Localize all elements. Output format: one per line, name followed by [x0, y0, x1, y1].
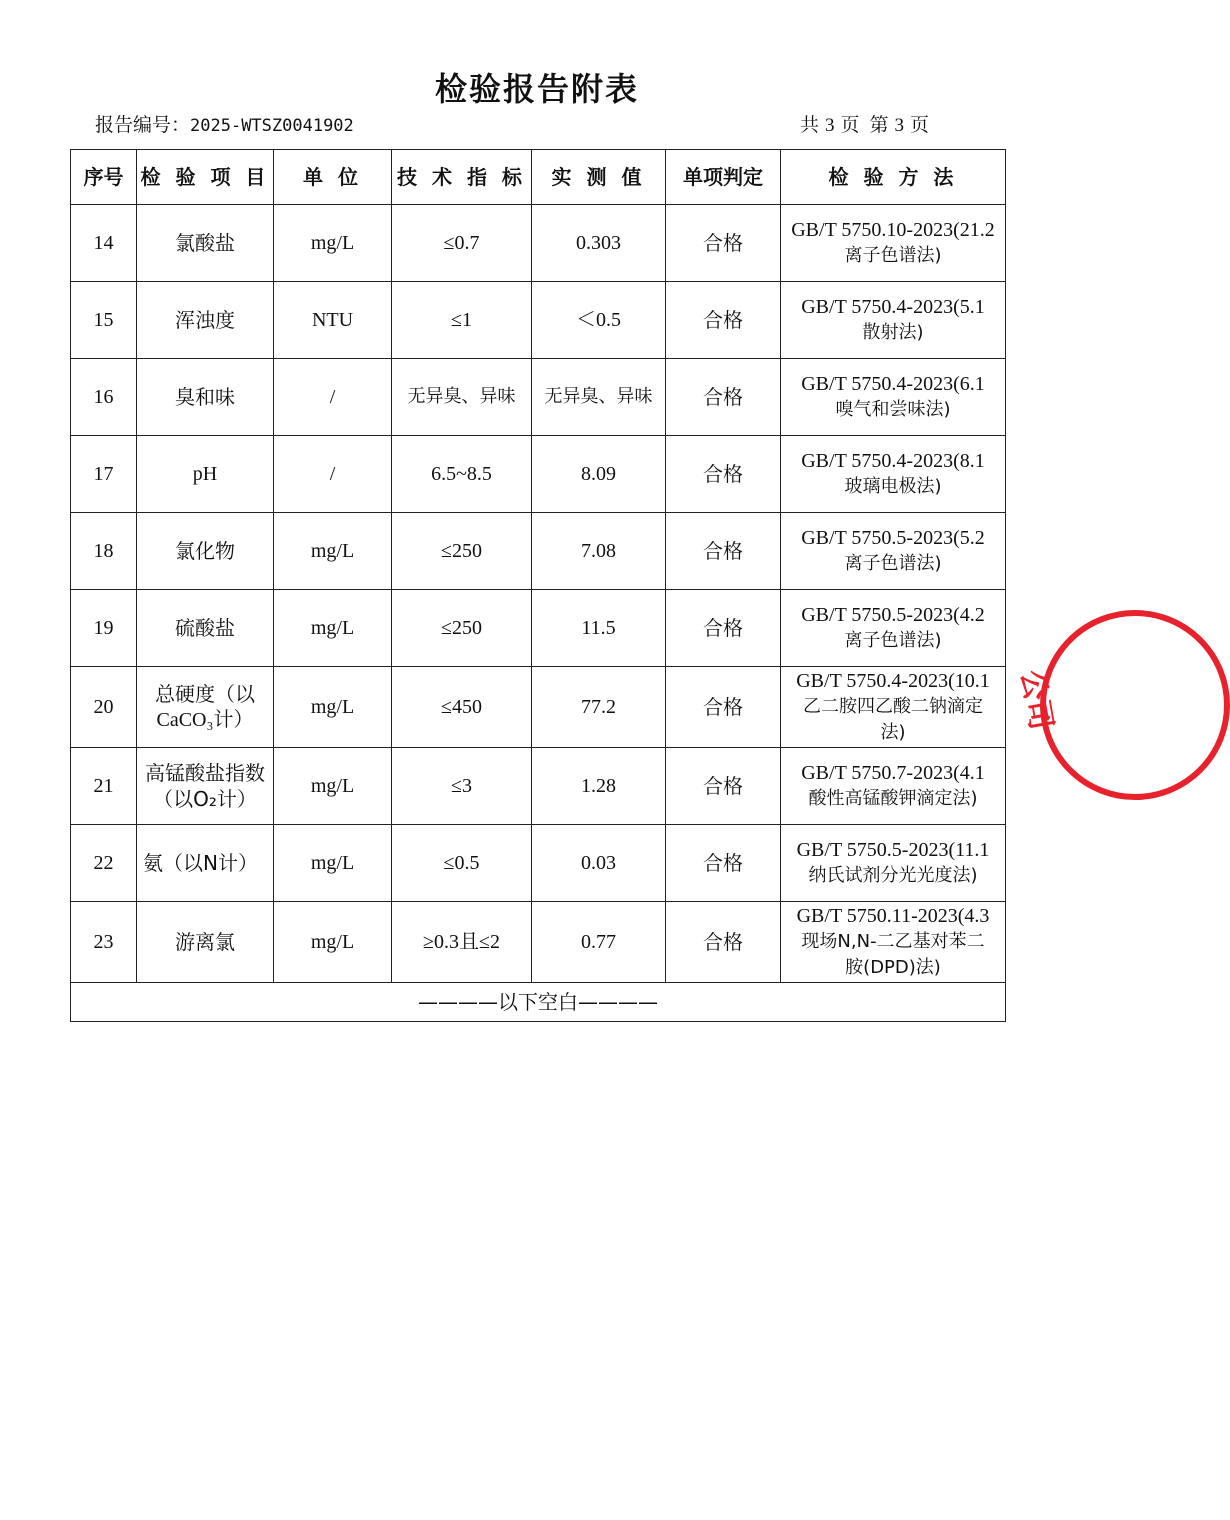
cell-limit: 无异臭、异味	[392, 359, 532, 436]
table-row	[71, 667, 1006, 748]
cell-unit: /	[274, 436, 392, 513]
cell-seq: 16	[71, 359, 137, 436]
page-total: 3	[825, 115, 835, 136]
method-line: 法)	[880, 722, 906, 743]
method-line: 胺(DPD)法)	[845, 957, 941, 978]
cell-limit: ≤250	[392, 513, 532, 590]
method-line: GB/T 5750.7-2023(4.1	[801, 762, 985, 784]
cell-item: 游离氯	[137, 902, 274, 983]
page-current-suffix: 页	[910, 114, 930, 136]
cell-measured: 1.28	[532, 748, 666, 825]
cell-item: 氯化物	[137, 513, 274, 590]
item-line: CaCO₃计）	[156, 709, 254, 731]
cell-method	[781, 748, 1006, 825]
cell-judgement: 合格	[666, 902, 781, 983]
method-line: 离子色谱法)	[844, 553, 942, 574]
cell-measured: 0.303	[532, 205, 666, 282]
header-measured: 实 测 值	[532, 150, 666, 205]
header-limit: 技 术 指 标	[392, 150, 532, 205]
item-line: 高锰酸盐指数	[145, 761, 265, 785]
page-current: 3	[894, 115, 905, 136]
table-header-row	[71, 150, 1006, 205]
cell-unit: /	[274, 359, 392, 436]
method-line: GB/T 5750.4-2023(10.1	[796, 670, 990, 692]
cell-method	[781, 902, 1006, 983]
method-line: GB/T 5750.4-2023(6.1	[801, 373, 985, 395]
cell-method	[781, 825, 1006, 902]
report-number	[95, 110, 354, 137]
table-row	[71, 513, 1006, 590]
report-number-label: 报告编号：	[95, 114, 191, 136]
cell-unit: mg/L	[274, 667, 392, 748]
cell-unit: mg/L	[274, 748, 392, 825]
cell-seq: 20	[71, 667, 137, 748]
table-row	[71, 436, 1006, 513]
cell-seq: 19	[71, 590, 137, 667]
cell-measured: 11.5	[532, 590, 666, 667]
cell-judgement: 合格	[666, 667, 781, 748]
cell-measured: 77.2	[532, 667, 666, 748]
cell-item: 浑浊度	[137, 282, 274, 359]
cell-judgement: 合格	[666, 282, 781, 359]
cell-measured: 8.09	[532, 436, 666, 513]
header-unit: 单 位	[274, 150, 392, 205]
method-line: GB/T 5750.4-2023(8.1	[801, 450, 985, 472]
table-row	[71, 282, 1006, 359]
cell-limit: ≤450	[392, 667, 532, 748]
cell-measured: 7.08	[532, 513, 666, 590]
cell-judgement: 合格	[666, 359, 781, 436]
cell-seq: 15	[71, 282, 137, 359]
cell-method	[781, 205, 1006, 282]
table-row	[71, 748, 1006, 825]
method-line: 离子色谱法)	[844, 245, 942, 266]
method-line: 酸性高锰酸钾滴定法)	[808, 788, 978, 809]
cell-judgement: 合格	[666, 825, 781, 902]
header-item: 检 验 项 目	[137, 150, 274, 205]
cell-limit: ≤3	[392, 748, 532, 825]
report-number-value: 2025-WTSZ0041902	[190, 116, 354, 136]
cell-limit: ≤250	[392, 590, 532, 667]
table-row	[71, 205, 1006, 282]
seal-text: 公司	[1013, 667, 1059, 733]
method-line: GB/T 5750.5-2023(5.2	[801, 527, 985, 549]
cell-limit: 6.5~8.5	[392, 436, 532, 513]
header-method: 检 验 方 法	[781, 150, 1006, 205]
cell-limit: ≤0.5	[392, 825, 532, 902]
cell-method	[781, 667, 1006, 748]
cell-item: 氨（以N计）	[137, 825, 274, 902]
method-line: GB/T 5750.5-2023(4.2	[801, 604, 985, 626]
cell-item: 臭和味	[137, 359, 274, 436]
cell-unit: mg/L	[274, 205, 392, 282]
header-judgement: 单项判定	[666, 150, 781, 205]
item-line: 总硬度（以	[155, 682, 255, 706]
method-line: 乙二胺四乙酸二钠滴定	[803, 696, 983, 717]
cell-item: pH	[137, 436, 274, 513]
method-line: 嗅气和尝味法)	[835, 399, 951, 420]
cell-judgement: 合格	[666, 748, 781, 825]
cell-method	[781, 590, 1006, 667]
table-row	[71, 825, 1006, 902]
method-line: 散射法)	[862, 322, 924, 343]
cell-measured: ＜0.5	[532, 282, 666, 359]
cell-measured: 无异臭、异味	[532, 359, 666, 436]
cell-judgement: 合格	[666, 205, 781, 282]
report-title: 检验报告附表	[434, 70, 639, 108]
cell-seq: 23	[71, 902, 137, 983]
cell-unit: mg/L	[274, 902, 392, 983]
cell-method	[781, 436, 1006, 513]
cell-judgement: 合格	[666, 436, 781, 513]
cell-unit: NTU	[274, 282, 392, 359]
cell-seq: 21	[71, 748, 137, 825]
cell-method	[781, 282, 1006, 359]
company-seal	[1013, 610, 1230, 800]
page-current-prefix: 第	[869, 114, 889, 136]
table-row	[71, 590, 1006, 667]
results-table	[70, 149, 1006, 1022]
method-line: 纳氏试剂分光光度法)	[808, 865, 978, 886]
cell-measured: 0.77	[532, 902, 666, 983]
method-line: GB/T 5750.4-2023(5.1	[801, 296, 985, 318]
header-seq: 序号	[71, 150, 137, 205]
method-line: 现场N,N-二乙基对苯二	[801, 931, 985, 952]
cell-seq: 18	[71, 513, 137, 590]
cell-limit: ≤0.7	[392, 205, 532, 282]
page-info	[800, 110, 929, 137]
cell-method	[781, 359, 1006, 436]
page-total-suffix: 页	[840, 114, 860, 136]
cell-limit: ≥0.3且≤2	[392, 902, 532, 983]
cell-seq: 14	[71, 205, 137, 282]
cell-item: 氯酸盐	[137, 205, 274, 282]
cell-item: 硫酸盐	[137, 590, 274, 667]
cell-judgement: 合格	[666, 590, 781, 667]
cell-method	[781, 513, 1006, 590]
cell-limit: ≤1	[392, 282, 532, 359]
cell-unit: mg/L	[274, 825, 392, 902]
table-end-row	[71, 983, 1006, 1022]
cell-unit: mg/L	[274, 590, 392, 667]
cell-item	[137, 667, 274, 748]
table-row	[71, 902, 1006, 983]
cell-seq: 17	[71, 436, 137, 513]
method-line: 玻璃电极法)	[844, 476, 942, 497]
cell-unit: mg/L	[274, 513, 392, 590]
cell-item	[137, 748, 274, 825]
cell-seq: 22	[71, 825, 137, 902]
page-total-prefix: 共	[800, 114, 820, 136]
table-row	[71, 359, 1006, 436]
item-line: （以O₂计）	[153, 787, 257, 811]
end-note: ————以下空白————	[71, 983, 1006, 1022]
cell-judgement: 合格	[666, 513, 781, 590]
method-line: GB/T 5750.10-2023(21.2	[791, 219, 995, 241]
method-line: GB/T 5750.5-2023(11.1	[796, 839, 990, 861]
cell-measured: 0.03	[532, 825, 666, 902]
method-line: 离子色谱法)	[844, 630, 942, 651]
method-line: GB/T 5750.11-2023(4.3	[796, 905, 990, 927]
